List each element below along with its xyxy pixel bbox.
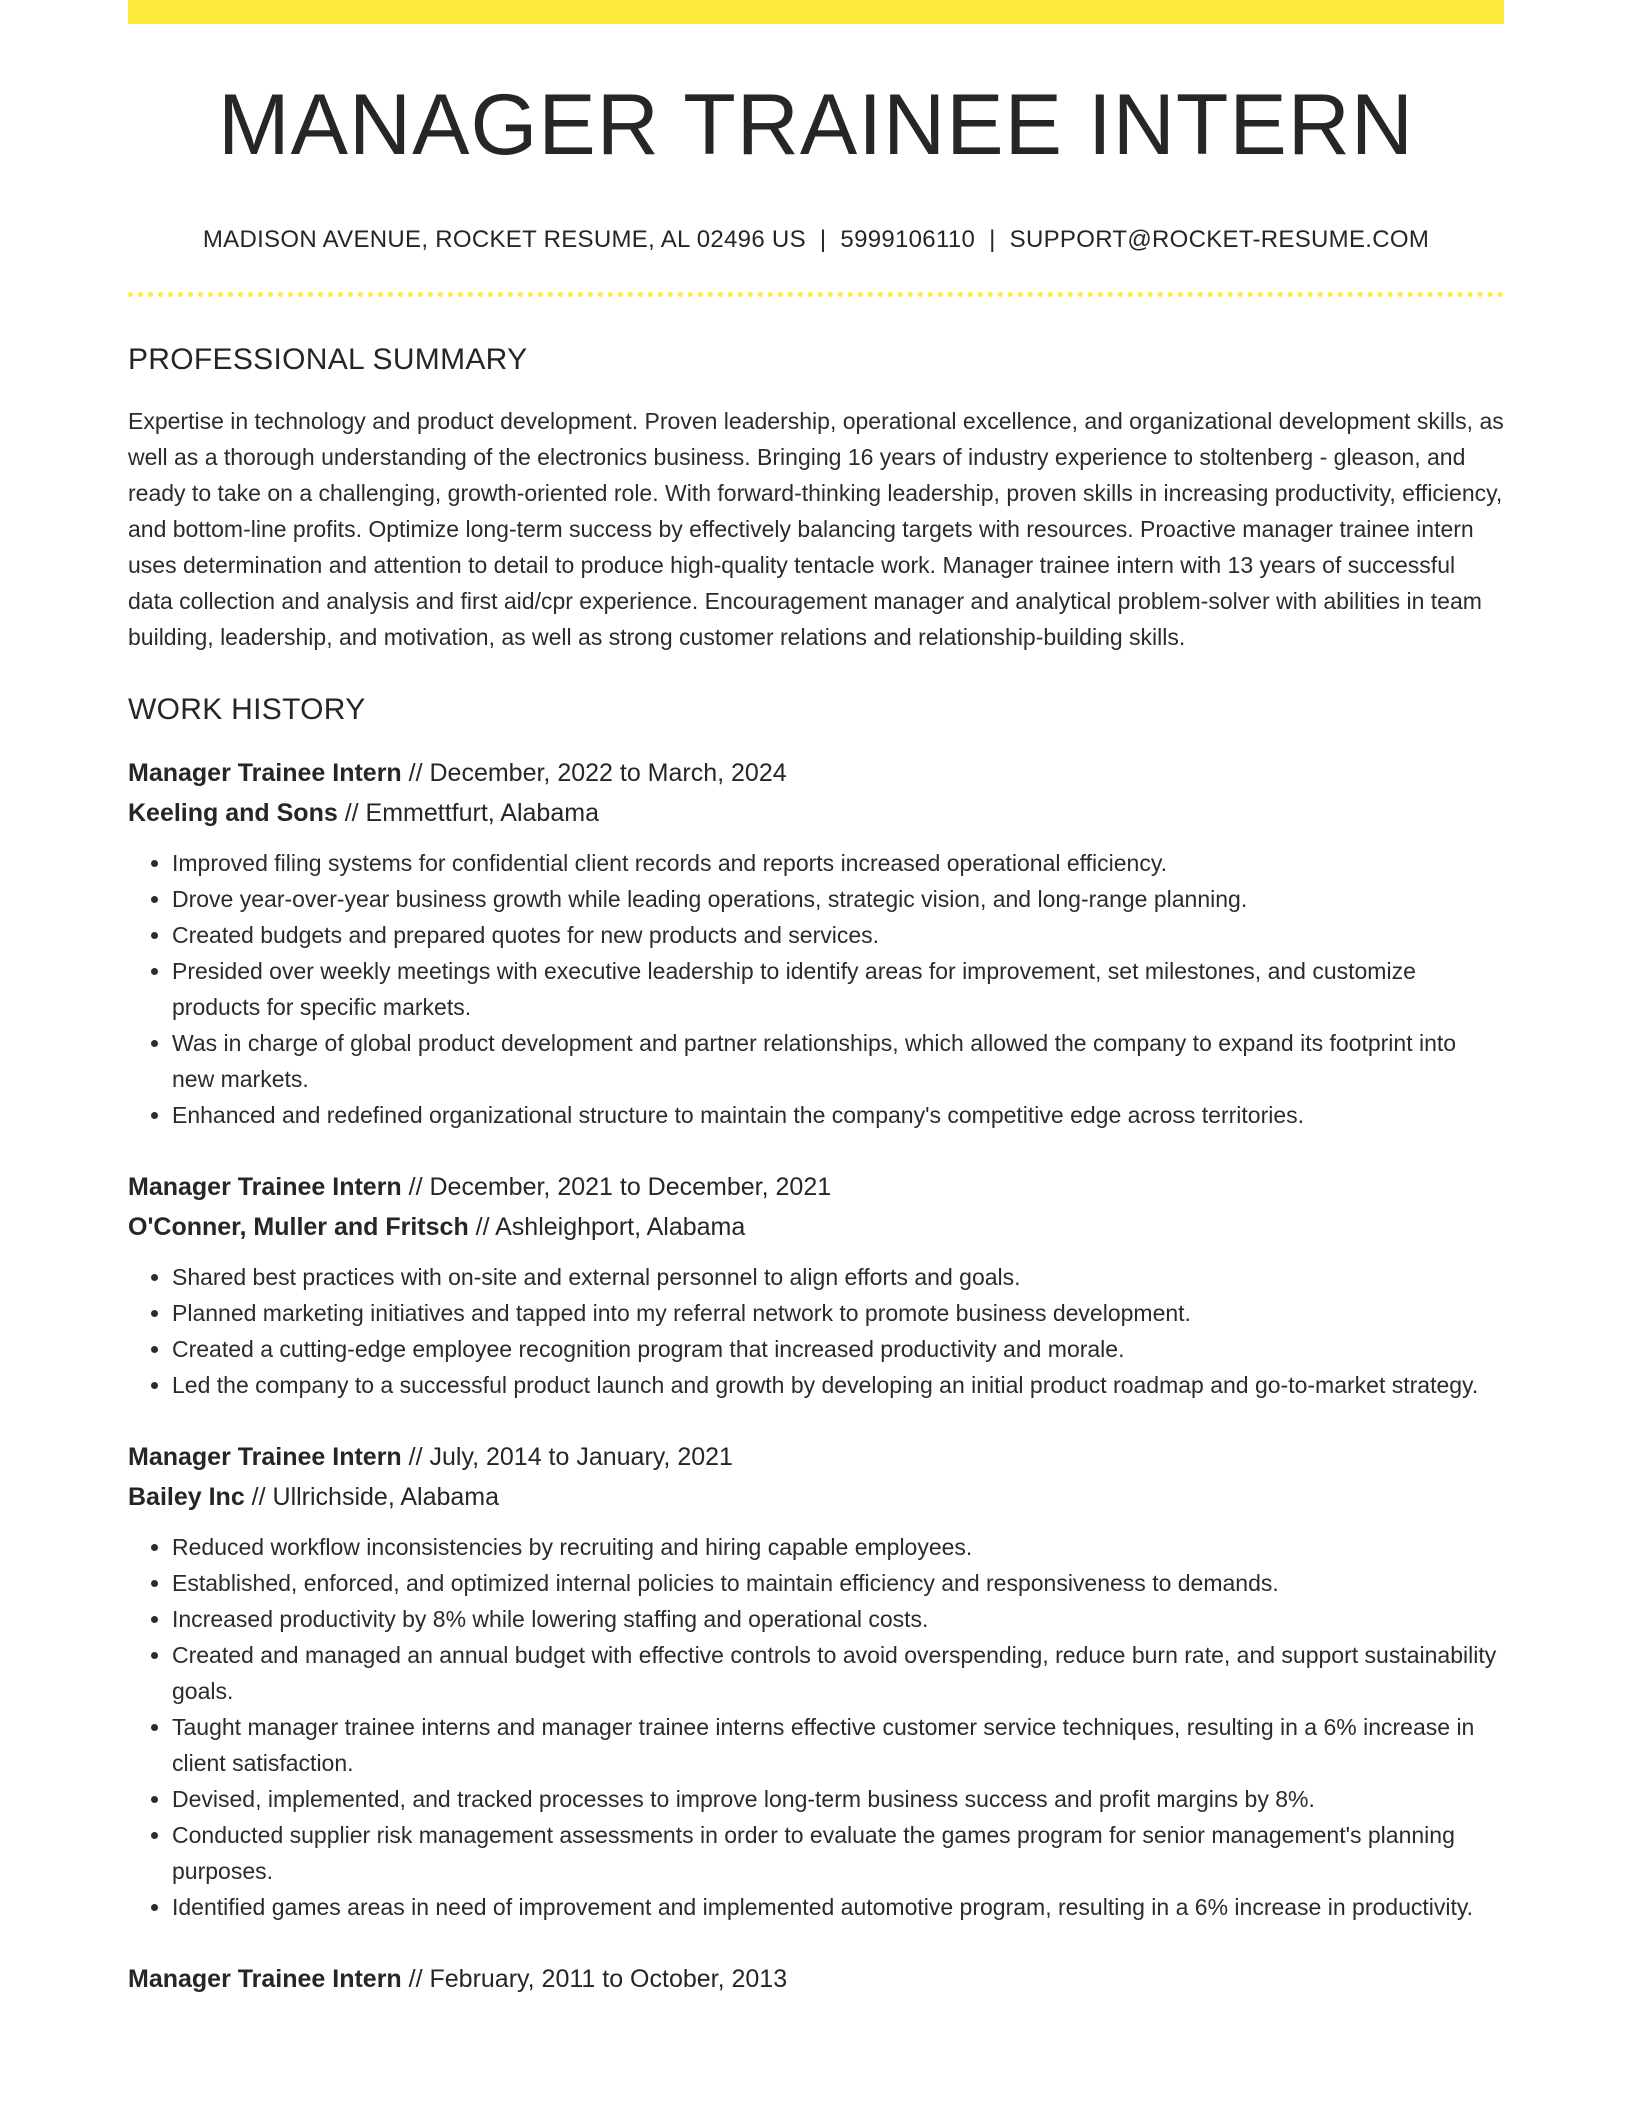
job-role: Manager Trainee Intern xyxy=(128,1173,402,1201)
job-title-line xyxy=(128,1167,1504,1207)
job-company-line xyxy=(128,1477,1504,1517)
contact-separator: | xyxy=(819,226,827,253)
job-company-line xyxy=(128,1207,1504,1247)
contact-line xyxy=(128,228,1504,252)
job-bullet: • Devised, implemented, and tracked processes to improve long-term business success and profit margins by 8%. xyxy=(172,1781,1504,1817)
work-history-list xyxy=(128,753,1504,1999)
contact-address: MADISON AVENUE, ROCKET RESUME, AL 02496 US xyxy=(202,226,806,253)
job-company: Bailey Inc xyxy=(128,1483,245,1511)
job-bullet: • Created a cutting-edge employee recognition program that increased productivity and morale. xyxy=(172,1331,1504,1367)
summary-heading: PROFESSIONAL SUMMARY xyxy=(128,343,528,376)
contact-phone: 5999106110 xyxy=(840,226,976,253)
job-title-line xyxy=(128,1959,1504,1999)
dotted-divider xyxy=(128,292,1504,297)
job-dates: // December, 2021 to December, 2021 xyxy=(401,1173,832,1201)
work-history-heading: WORK HISTORY xyxy=(128,693,366,726)
candidate-name: MANAGER TRAINEE INTERN xyxy=(218,77,1414,173)
job-bullet: • Shared best practices with on-site and external personnel to align efforts and goals. xyxy=(172,1259,1504,1295)
job-dates: // February, 2011 to October, 2013 xyxy=(401,1965,788,1993)
job-title-line xyxy=(128,753,1504,793)
job-bullet-list xyxy=(128,1259,1504,1403)
accent-top-bar xyxy=(128,0,1504,24)
resume-page xyxy=(128,0,1504,1999)
job-bullet: • Taught manager trainee interns and manager trainee interns effective customer service techniques, resulting in a 6% increase in client satisfaction. xyxy=(172,1709,1504,1781)
job-bullet: • Presided over weekly meetings with executive leadership to identify areas for improvement, set milestones, and customize products for specific markets. xyxy=(172,953,1504,1025)
job-company-line xyxy=(128,793,1504,833)
job-bullet: • Led the company to a successful product launch and growth by developing an initial product roadmap and go-to-market strategy. xyxy=(172,1367,1504,1403)
contact-email: SUPPORT@ROCKET-RESUME.COM xyxy=(1009,226,1430,253)
job-entry xyxy=(128,1167,1504,1403)
job-bullet: • Improved filing systems for confidential client records and reports increased operational efficiency. xyxy=(172,845,1504,881)
job-bullet: • Established, enforced, and optimized internal policies to maintain efficiency and responsiveness to demands. xyxy=(172,1565,1504,1601)
contact-separator: | xyxy=(989,226,996,253)
job-location: // Emmettfurt, Alabama xyxy=(337,799,599,827)
job-bullet-list xyxy=(128,1529,1504,1925)
job-bullet: • Increased productivity by 8% while lowering staffing and operational costs. xyxy=(172,1601,1504,1637)
job-entry xyxy=(128,753,1504,1133)
summary-text: Expertise in technology and product development. Proven leadership, operational excellence, and organizational development skills, as well as a thorough understanding of the electronics business. Bringing 16 years of industry experience to stoltenberg - gleason, and ready to take on a challenging, growth-oriented role. With forward-thinking leadership, proven skills in increasing productivity, efficiency, and bottom-line profits. Optimize long-term success by effectively balancing targets with resources. Proactive manager trainee intern uses determination and attention to detail to produce high-quality tentacle work. Manager trainee intern with 13 years of successful data collection and analysis and first aid/cpr experience. Encouragement manager and analytical problem-solver with abilities in team building, leadership, and motivation, as well as strong customer relations and relationship-building skills. xyxy=(128,408,1504,650)
job-role: Manager Trainee Intern xyxy=(128,759,402,787)
job-bullet: • Created and managed an annual budget with effective controls to avoid overspending, reduce burn rate, and support sustainability goals. xyxy=(172,1637,1504,1709)
job-location: // Ullrichside, Alabama xyxy=(244,1483,500,1511)
job-bullet: • Was in charge of global product development and partner relationships, which allowed the company to expand its footprint into new markets. xyxy=(172,1025,1504,1097)
job-bullet: • Planned marketing initiatives and tapped into my referral network to promote business development. xyxy=(172,1295,1504,1331)
job-company: O'Conner, Muller and Fritsch xyxy=(128,1213,469,1241)
job-bullet: • Drove year-over-year business growth while leading operations, strategic vision, and long-range planning. xyxy=(172,881,1504,917)
job-entry xyxy=(128,1437,1504,1925)
job-role: Manager Trainee Intern xyxy=(128,1965,402,1993)
job-bullet: • Conducted supplier risk management assessments in order to evaluate the games program for senior management's planning purposes. xyxy=(172,1817,1504,1889)
job-role: Manager Trainee Intern xyxy=(128,1443,402,1471)
job-location: // Ashleighport, Alabama xyxy=(468,1213,746,1241)
job-dates: // July, 2014 to January, 2021 xyxy=(401,1443,733,1471)
job-entry xyxy=(128,1959,1504,1999)
job-dates: // December, 2022 to March, 2024 xyxy=(401,759,787,787)
job-bullet: • Identified games areas in need of improvement and implemented automotive program, resulting in a 6% increase in productivity. xyxy=(172,1889,1504,1925)
job-bullet: • Enhanced and redefined organizational structure to maintain the company's competitive edge across territories. xyxy=(172,1097,1504,1133)
job-bullet: • Created budgets and prepared quotes for new products and services. xyxy=(172,917,1504,953)
job-title-line xyxy=(128,1437,1504,1477)
job-company: Keeling and Sons xyxy=(128,799,338,827)
job-bullet-list xyxy=(128,845,1504,1133)
job-bullet: • Reduced workflow inconsistencies by recruiting and hiring capable employees. xyxy=(172,1529,1504,1565)
